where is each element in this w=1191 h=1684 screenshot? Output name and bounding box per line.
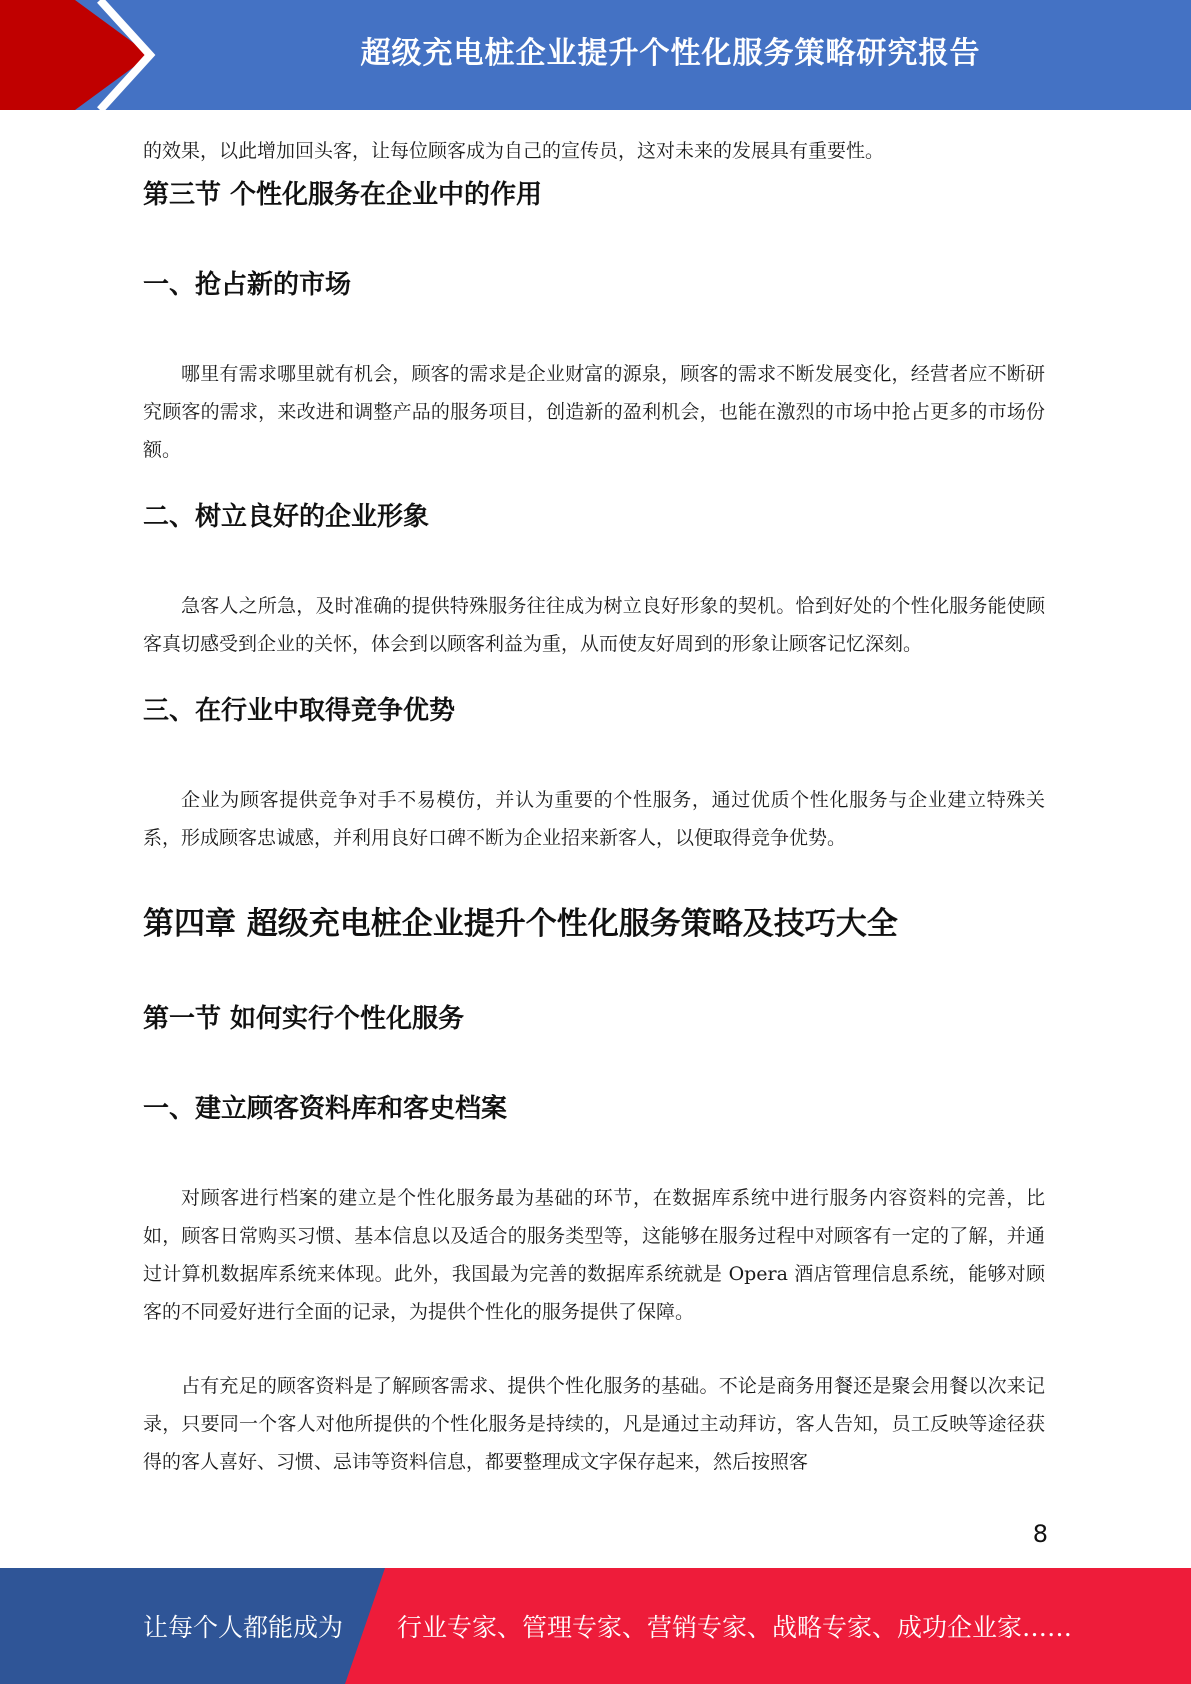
section-heading-1: 第一节 如何实行个性化服务 xyxy=(143,1004,465,1034)
paragraph-advantage: 企业为顾客提供竞争对手不易模仿，并认为重要的个性服务，通过优质个性化服务与企业建立特殊关系，形成顾客忠诚感，并利用良好口碑不断为企业招来新客人，以便取得竞争优势。 xyxy=(143,789,1045,849)
header-title: 超级充电桩企业提升个性化服务策略研究报告 xyxy=(360,36,981,71)
paragraph-customer-data: 占有充足的顾客资料是了解顾客需求、提供个性化服务的基础。不论是商务用餐还是聚会用餐以次来记录，只要同一个客人对他所提供的个性化服务是持续的，凡是通过主动拜访，客人告知，员工反映等途径获得的客人喜好、习惯、忌讳等资料信息，都要整理成文字保存起来，然后按照客 xyxy=(143,1375,1045,1473)
section-heading-3: 第三节 个性化服务在企业中的作用 xyxy=(143,180,543,210)
page-content xyxy=(143,132,1045,1481)
header-red-chevron xyxy=(0,0,150,110)
subheading-market: 一、抢占新的市场 xyxy=(143,270,352,300)
footer-slogan-left: 让每个人都能成为 xyxy=(143,1613,344,1642)
page-number: 8 xyxy=(1032,1520,1048,1548)
subheading-image: 二、树立良好的企业形象 xyxy=(143,502,430,532)
paragraph-database: 对顾客进行档案的建立是个性化服务最为基础的环节，在数据库系统中进行服务内容资料的完善，比如，顾客日常购买习惯、基本信息以及适合的服务类型等，这能够在服务过程中对顾客有一定的了解，并通过计算机数据库系统来体现。此外，我国最为完善的数据库系统就是 Opera 酒店管理信息系统，能够对顾客的不同爱好进行全面的记录，为提供个性化的服务提供了保障。 xyxy=(143,1187,1045,1323)
subheading-database: 一、建立顾客资料库和客史档案 xyxy=(143,1094,508,1124)
chapter-heading-4: 第四章 超级充电桩企业提升个性化服务策略及技巧大全 xyxy=(143,906,898,942)
paragraph-image: 急客人之所急，及时准确的提供特殊服务往往成为树立良好形象的契机。恰到好处的个性化服务能使顾客真切感受到企业的关怀，体会到以顾客利益为重，从而使友好周到的形象让顾客记忆深刻。 xyxy=(143,595,1045,655)
paragraph-continued: 的效果，以此增加回头客，让每位顾客成为自己的宣传员，这对未来的发展具有重要性。 xyxy=(143,140,885,162)
paragraph-market: 哪里有需求哪里就有机会，顾客的需求是企业财富的源泉，顾客的需求不断发展变化，经营者应不断研究顾客的需求，来改进和调整产品的服务项目，创造新的盈利机会，也能在激烈的市场中抢占更多的市场份额。 xyxy=(143,363,1045,461)
page-footer xyxy=(0,1568,1191,1684)
footer-slogan-right: 行业专家、管理专家、营销专家、战略专家、成功企业家…… xyxy=(397,1613,1073,1642)
page-header xyxy=(0,0,1191,110)
subheading-advantage: 三、在行业中取得竞争优势 xyxy=(143,696,456,726)
